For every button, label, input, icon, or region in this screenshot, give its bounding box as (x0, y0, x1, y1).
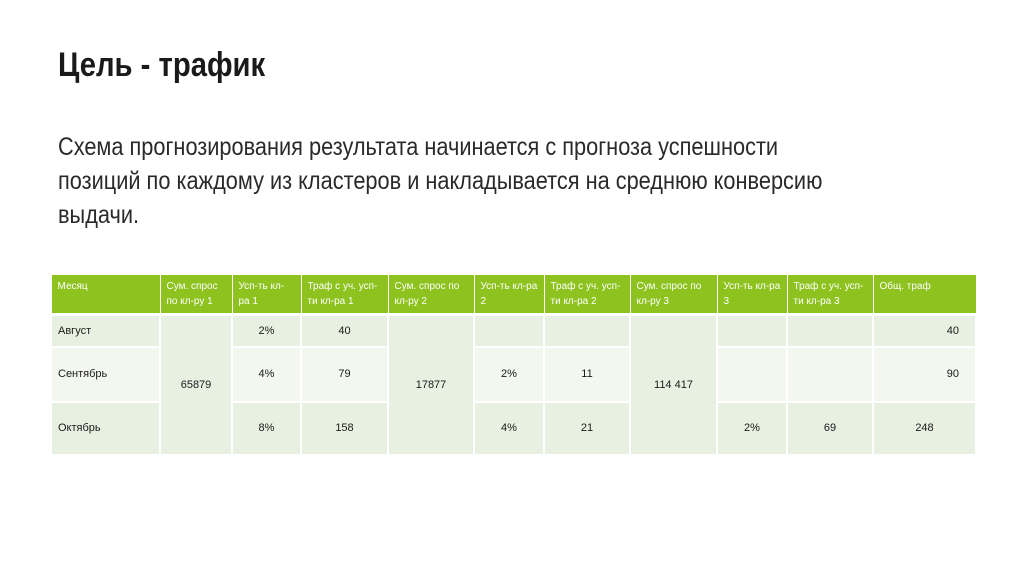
success-cluster-3-cell (717, 347, 787, 402)
demand-cluster-2-cell: 17877 (388, 315, 474, 455)
description-text (58, 130, 937, 232)
traffic-cluster-1-cell: 79 (301, 347, 388, 402)
success-cluster-3-cell (717, 315, 787, 347)
column-header: Усп-ть кл-ра 1 (232, 275, 301, 315)
traffic-forecast-table (50, 275, 977, 456)
demand-cluster-1-cell: 65879 (160, 315, 232, 455)
column-header: Усп-ть кл-ра 3 (717, 275, 787, 315)
traffic-cluster-1-cell: 40 (301, 315, 388, 347)
success-cluster-1-cell: 4% (232, 347, 301, 402)
success-cluster-1-cell: 8% (232, 402, 301, 455)
column-header: Месяц (51, 275, 160, 315)
traffic-cluster-3-cell: 69 (787, 402, 873, 455)
column-header: Траф с уч. усп-ти кл-ра 3 (787, 275, 873, 315)
column-header: Усп-ть кл-ра 2 (474, 275, 544, 315)
column-header: Траф с уч. усп-ти кл-ра 1 (301, 275, 388, 315)
column-header: Сум. спрос по кл-ру 1 (160, 275, 232, 315)
total-traffic-cell: 40 (873, 315, 976, 347)
description-line: выдачи. (58, 201, 140, 229)
success-cluster-3-cell: 2% (717, 402, 787, 455)
table-row (51, 315, 976, 347)
success-cluster-2-cell (474, 315, 544, 347)
table-header-row (51, 275, 976, 315)
description-line: Схема прогнозирования результата начинается с прогноза успешности (58, 133, 779, 161)
demand-cluster-3-cell: 114 417 (630, 315, 717, 455)
total-traffic-cell: 90 (873, 347, 976, 402)
traffic-cluster-3-cell (787, 347, 873, 402)
month-cell: Сентябрь (51, 347, 160, 402)
column-header: Сум. спрос по кл-ру 2 (388, 275, 474, 315)
total-traffic-cell: 248 (873, 402, 976, 455)
traffic-cluster-2-cell (544, 315, 630, 347)
column-header: Траф с уч. усп-ти кл-ра 2 (544, 275, 630, 315)
success-cluster-1-cell: 2% (232, 315, 301, 347)
traffic-cluster-1-cell: 158 (301, 402, 388, 455)
column-header: Сум. спрос по кл-ру 3 (630, 275, 717, 315)
month-cell: Октябрь (51, 402, 160, 455)
description-line: позиций по каждому из кластеров и накладывается на среднюю конверсию (58, 167, 823, 195)
success-cluster-2-cell: 2% (474, 347, 544, 402)
month-cell: Август (51, 315, 160, 347)
page-title: Цель - трафик (58, 46, 266, 84)
traffic-cluster-3-cell (787, 315, 873, 347)
traffic-cluster-2-cell: 11 (544, 347, 630, 402)
traffic-cluster-2-cell: 21 (544, 402, 630, 455)
success-cluster-2-cell: 4% (474, 402, 544, 455)
column-header: Общ. траф (873, 275, 976, 315)
